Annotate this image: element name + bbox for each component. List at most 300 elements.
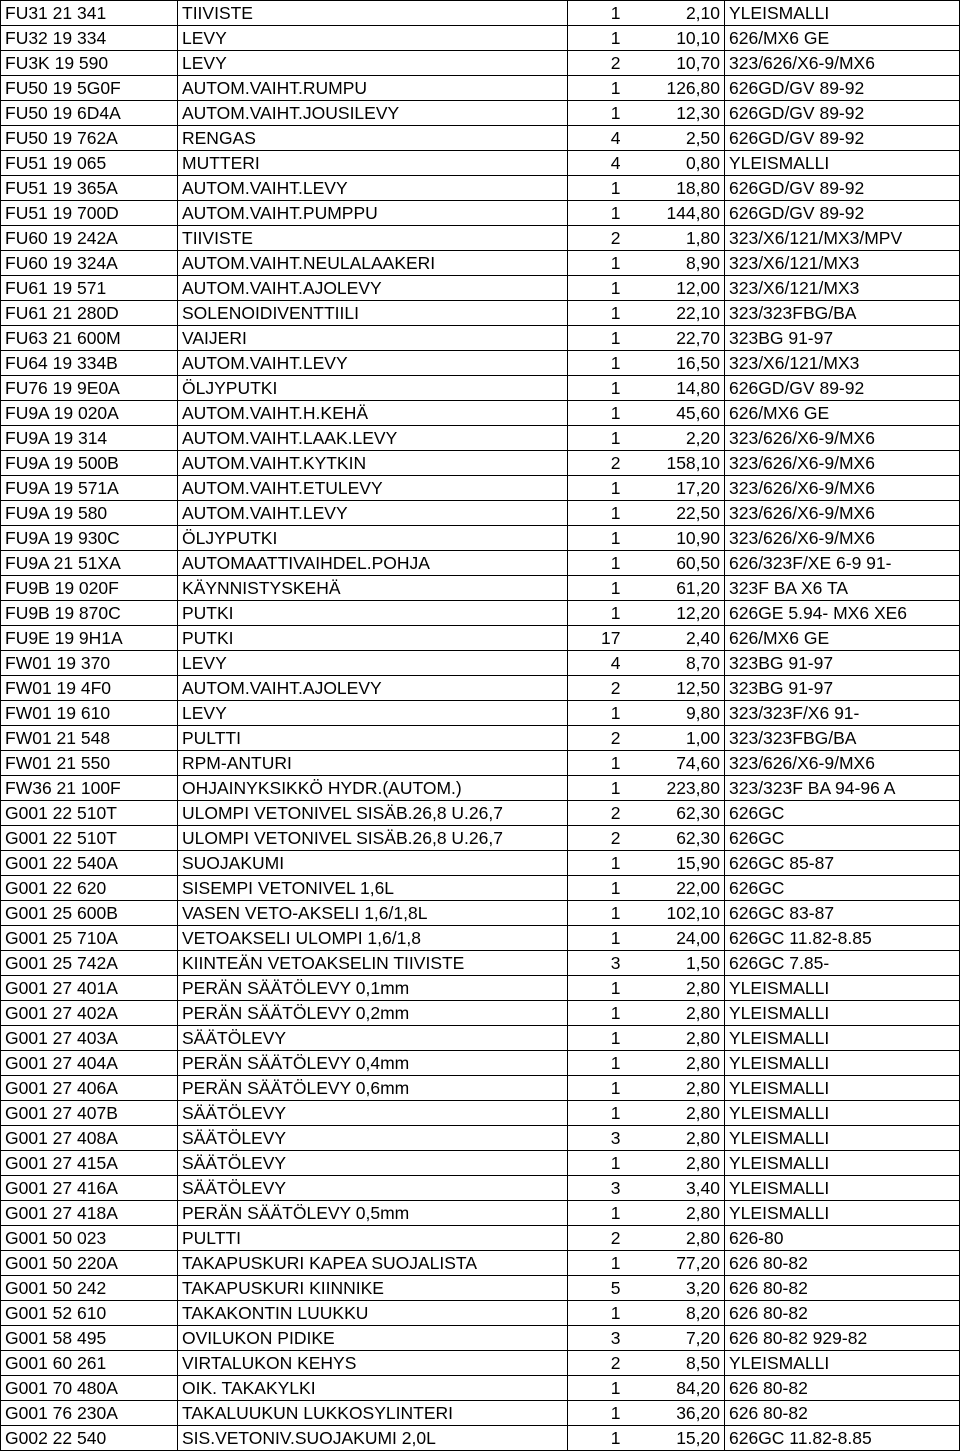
quantity-cell: 1	[568, 926, 627, 951]
part-number-cell: FU51 19 700D	[1, 201, 178, 226]
model-cell: 626 80-82	[725, 1401, 960, 1426]
description-cell: RENGAS	[178, 126, 568, 151]
price-cell: 8,20	[627, 1301, 725, 1326]
price-cell: 223,80	[627, 776, 725, 801]
model-cell: 626GC	[725, 876, 960, 901]
parts-table-body	[1, 1, 960, 1451]
price-cell: 2,80	[627, 1151, 725, 1176]
table-row	[1, 426, 960, 451]
description-cell: SÄÄTÖLEVY	[178, 1026, 568, 1051]
price-cell: 2,80	[627, 976, 725, 1001]
description-cell: ÖLJYPUTKI	[178, 376, 568, 401]
price-cell: 12,20	[627, 601, 725, 626]
model-cell: 323/323F/X6 91-	[725, 701, 960, 726]
model-cell: 626GD/GV 89-92	[725, 101, 960, 126]
price-cell: 18,80	[627, 176, 725, 201]
part-number-cell: G001 22 620	[1, 876, 178, 901]
description-cell: KÄYNNISTYSKEHÄ	[178, 576, 568, 601]
quantity-cell: 1	[568, 351, 627, 376]
description-cell: PUTKI	[178, 626, 568, 651]
quantity-cell: 1	[568, 276, 627, 301]
part-number-cell: G001 27 406A	[1, 1076, 178, 1101]
quantity-cell: 1	[568, 1076, 627, 1101]
part-number-cell: FU9B 19 870C	[1, 601, 178, 626]
model-cell: 626GC 83-87	[725, 901, 960, 926]
table-row	[1, 576, 960, 601]
part-number-cell: G001 27 418A	[1, 1201, 178, 1226]
table-row	[1, 1376, 960, 1401]
part-number-cell: G001 27 403A	[1, 1026, 178, 1051]
table-row	[1, 1126, 960, 1151]
model-cell: 626GE 5.94- MX6 XE6	[725, 601, 960, 626]
description-cell: AUTOM.VAIHT.RUMPU	[178, 76, 568, 101]
price-cell: 144,80	[627, 201, 725, 226]
table-row	[1, 351, 960, 376]
table-row	[1, 751, 960, 776]
model-cell: 626/323F/XE 6-9 91-	[725, 551, 960, 576]
model-cell: 323/626/X6-9/MX6	[725, 476, 960, 501]
quantity-cell: 1	[568, 26, 627, 51]
table-row	[1, 376, 960, 401]
description-cell: AUTOM.VAIHT.ETULEVY	[178, 476, 568, 501]
part-number-cell: FU9B 19 020F	[1, 576, 178, 601]
model-cell: 626GC 85-87	[725, 851, 960, 876]
quantity-cell: 2	[568, 826, 627, 851]
price-cell: 3,20	[627, 1276, 725, 1301]
table-row	[1, 76, 960, 101]
description-cell: PULTTI	[178, 726, 568, 751]
part-number-cell: FU61 19 571	[1, 276, 178, 301]
quantity-cell: 1	[568, 976, 627, 1001]
price-cell: 12,50	[627, 676, 725, 701]
description-cell: ULOMPI VETONIVEL SISÄB.26,8 U.26,7	[178, 801, 568, 826]
price-cell: 7,20	[627, 1326, 725, 1351]
description-cell: SÄÄTÖLEVY	[178, 1101, 568, 1126]
model-cell: 323/626/X6-9/MX6	[725, 501, 960, 526]
model-cell: YLEISMALLI	[725, 1076, 960, 1101]
part-number-cell: FU60 19 242A	[1, 226, 178, 251]
quantity-cell: 1	[568, 301, 627, 326]
part-number-cell: FU9A 19 580	[1, 501, 178, 526]
table-row	[1, 201, 960, 226]
part-number-cell: G002 22 540	[1, 1426, 178, 1451]
table-row	[1, 826, 960, 851]
model-cell: 626/MX6 GE	[725, 626, 960, 651]
model-cell: 323/626/X6-9/MX6	[725, 426, 960, 451]
part-number-cell: FW36 21 100F	[1, 776, 178, 801]
quantity-cell: 3	[568, 1126, 627, 1151]
model-cell: 626GC 11.82-8.85	[725, 1426, 960, 1451]
quantity-cell: 1	[568, 1376, 627, 1401]
table-row	[1, 1101, 960, 1126]
part-number-cell: FU64 19 334B	[1, 351, 178, 376]
price-cell: 1,80	[627, 226, 725, 251]
model-cell: 323/X6/121/MX3	[725, 351, 960, 376]
description-cell: PERÄN SÄÄTÖLEVY 0,1mm	[178, 976, 568, 1001]
model-cell: 626 80-82 929-82	[725, 1326, 960, 1351]
price-cell: 22,00	[627, 876, 725, 901]
description-cell: SOLENOIDIVENTTIILI	[178, 301, 568, 326]
model-cell: 323BG 91-97	[725, 326, 960, 351]
quantity-cell: 1	[568, 476, 627, 501]
model-cell: 626 80-82	[725, 1276, 960, 1301]
part-number-cell: G001 27 402A	[1, 1001, 178, 1026]
model-cell: YLEISMALLI	[725, 1, 960, 26]
quantity-cell: 4	[568, 126, 627, 151]
part-number-cell: G001 22 510T	[1, 826, 178, 851]
description-cell: ÖLJYPUTKI	[178, 526, 568, 551]
description-cell: SÄÄTÖLEVY	[178, 1151, 568, 1176]
part-number-cell: FU50 19 762A	[1, 126, 178, 151]
model-cell: 626/MX6 GE	[725, 26, 960, 51]
quantity-cell: 2	[568, 1351, 627, 1376]
table-row	[1, 276, 960, 301]
part-number-cell: G001 50 023	[1, 1226, 178, 1251]
table-row	[1, 1, 960, 26]
description-cell: TIIVISTE	[178, 226, 568, 251]
quantity-cell: 2	[568, 676, 627, 701]
description-cell: TAKAPUSKURI KIINNIKE	[178, 1276, 568, 1301]
quantity-cell: 2	[568, 726, 627, 751]
description-cell: AUTOMAATTIVAIHDEL.POHJA	[178, 551, 568, 576]
part-number-cell: FU9A 19 020A	[1, 401, 178, 426]
table-row	[1, 901, 960, 926]
price-cell: 36,20	[627, 1401, 725, 1426]
table-row	[1, 326, 960, 351]
model-cell: 323/626/X6-9/MX6	[725, 526, 960, 551]
price-cell: 45,60	[627, 401, 725, 426]
price-cell: 2,80	[627, 1076, 725, 1101]
table-row	[1, 226, 960, 251]
model-cell: YLEISMALLI	[725, 1026, 960, 1051]
price-cell: 9,80	[627, 701, 725, 726]
table-row	[1, 1226, 960, 1251]
description-cell: LEVY	[178, 701, 568, 726]
quantity-cell: 3	[568, 1326, 627, 1351]
table-row	[1, 1001, 960, 1026]
description-cell: TAKALUUKUN LUKKOSYLINTERI	[178, 1401, 568, 1426]
part-number-cell: FU9A 19 500B	[1, 451, 178, 476]
table-row	[1, 951, 960, 976]
description-cell: PERÄN SÄÄTÖLEVY 0,2mm	[178, 1001, 568, 1026]
description-cell: AUTOM.VAIHT.H.KEHÄ	[178, 401, 568, 426]
table-row	[1, 1326, 960, 1351]
quantity-cell: 2	[568, 451, 627, 476]
quantity-cell: 17	[568, 626, 627, 651]
part-number-cell: FU32 19 334	[1, 26, 178, 51]
price-cell: 12,30	[627, 101, 725, 126]
description-cell: OHJAINYKSIKKÖ HYDR.(AUTOM.)	[178, 776, 568, 801]
model-cell: 626GD/GV 89-92	[725, 126, 960, 151]
part-number-cell: G001 50 242	[1, 1276, 178, 1301]
part-number-cell: FU61 21 280D	[1, 301, 178, 326]
quantity-cell: 1	[568, 1201, 627, 1226]
price-cell: 10,90	[627, 526, 725, 551]
table-row	[1, 726, 960, 751]
quantity-cell: 1	[568, 251, 627, 276]
part-number-cell: FU63 21 600M	[1, 326, 178, 351]
table-row	[1, 976, 960, 1001]
price-cell: 14,80	[627, 376, 725, 401]
table-row	[1, 1276, 960, 1301]
price-cell: 74,60	[627, 751, 725, 776]
description-cell: PUTKI	[178, 601, 568, 626]
model-cell: 323/X6/121/MX3	[725, 276, 960, 301]
description-cell: AUTOM.VAIHT.LEVY	[178, 501, 568, 526]
part-number-cell: FU9A 19 314	[1, 426, 178, 451]
model-cell: 323/X6/121/MX3	[725, 251, 960, 276]
table-row	[1, 1426, 960, 1451]
quantity-cell: 1	[568, 1051, 627, 1076]
price-cell: 22,10	[627, 301, 725, 326]
quantity-cell: 1	[568, 1426, 627, 1451]
description-cell: SÄÄTÖLEVY	[178, 1126, 568, 1151]
model-cell: 626GC	[725, 826, 960, 851]
table-row	[1, 251, 960, 276]
model-cell: 626GC	[725, 801, 960, 826]
part-number-cell: G001 60 261	[1, 1351, 178, 1376]
model-cell: 626GD/GV 89-92	[725, 76, 960, 101]
price-cell: 158,10	[627, 451, 725, 476]
description-cell: SÄÄTÖLEVY	[178, 1176, 568, 1201]
quantity-cell: 1	[568, 1, 627, 26]
description-cell: AUTOM.VAIHT.LEVY	[178, 351, 568, 376]
quantity-cell: 1	[568, 601, 627, 626]
table-row	[1, 476, 960, 501]
quantity-cell: 2	[568, 1226, 627, 1251]
description-cell: TAKAPUSKURI KAPEA SUOJALISTA	[178, 1251, 568, 1276]
table-row	[1, 301, 960, 326]
model-cell: 626 80-82	[725, 1251, 960, 1276]
quantity-cell: 4	[568, 651, 627, 676]
part-number-cell: G001 25 742A	[1, 951, 178, 976]
description-cell: AUTOM.VAIHT.NEULALAAKERI	[178, 251, 568, 276]
table-row	[1, 801, 960, 826]
model-cell: 323/323FBG/BA	[725, 726, 960, 751]
part-number-cell: G001 27 415A	[1, 1151, 178, 1176]
description-cell: SIS.VETONIV.SUOJAKUMI 2,0L	[178, 1426, 568, 1451]
table-row	[1, 451, 960, 476]
model-cell: YLEISMALLI	[725, 1351, 960, 1376]
part-number-cell: FU9A 19 571A	[1, 476, 178, 501]
price-cell: 2,80	[627, 1001, 725, 1026]
model-cell: YLEISMALLI	[725, 1001, 960, 1026]
model-cell: 323/626/X6-9/MX6	[725, 751, 960, 776]
price-cell: 12,00	[627, 276, 725, 301]
price-cell: 1,50	[627, 951, 725, 976]
quantity-cell: 1	[568, 401, 627, 426]
price-cell: 17,20	[627, 476, 725, 501]
price-cell: 2,10	[627, 1, 725, 26]
quantity-cell: 3	[568, 951, 627, 976]
part-number-cell: G001 58 495	[1, 1326, 178, 1351]
price-cell: 61,20	[627, 576, 725, 601]
price-cell: 126,80	[627, 76, 725, 101]
quantity-cell: 1	[568, 851, 627, 876]
part-number-cell: FU76 19 9E0A	[1, 376, 178, 401]
part-number-cell: FU3K 19 590	[1, 51, 178, 76]
table-row	[1, 1176, 960, 1201]
model-cell: 323BG 91-97	[725, 651, 960, 676]
description-cell: KIINTEÄN VETOAKSELIN TIIVISTE	[178, 951, 568, 976]
quantity-cell: 1	[568, 1401, 627, 1426]
price-cell: 22,70	[627, 326, 725, 351]
model-cell: 626GD/GV 89-92	[725, 176, 960, 201]
description-cell: TIIVISTE	[178, 1, 568, 26]
part-number-cell: G001 25 710A	[1, 926, 178, 951]
quantity-cell: 1	[568, 501, 627, 526]
price-cell: 24,00	[627, 926, 725, 951]
description-cell: RPM-ANTURI	[178, 751, 568, 776]
part-number-cell: G001 27 401A	[1, 976, 178, 1001]
table-row	[1, 701, 960, 726]
part-number-cell: G001 25 600B	[1, 901, 178, 926]
price-cell: 15,20	[627, 1426, 725, 1451]
part-number-cell: G001 27 408A	[1, 1126, 178, 1151]
table-row	[1, 1201, 960, 1226]
description-cell: AUTOM.VAIHT.LAAK.LEVY	[178, 426, 568, 451]
quantity-cell: 1	[568, 751, 627, 776]
description-cell: AUTOM.VAIHT.AJOLEVY	[178, 276, 568, 301]
model-cell: 323/626/X6-9/MX6	[725, 451, 960, 476]
table-row	[1, 926, 960, 951]
quantity-cell: 2	[568, 801, 627, 826]
quantity-cell: 1	[568, 76, 627, 101]
model-cell: 323F BA X6 TA	[725, 576, 960, 601]
price-cell: 2,80	[627, 1051, 725, 1076]
price-cell: 84,20	[627, 1376, 725, 1401]
table-row	[1, 1026, 960, 1051]
price-cell: 1,00	[627, 726, 725, 751]
price-cell: 77,20	[627, 1251, 725, 1276]
price-cell: 2,20	[627, 426, 725, 451]
model-cell: 626GC 11.82-8.85	[725, 926, 960, 951]
model-cell: 626/MX6 GE	[725, 401, 960, 426]
price-cell: 15,90	[627, 851, 725, 876]
table-row	[1, 26, 960, 51]
table-row	[1, 401, 960, 426]
table-row	[1, 551, 960, 576]
description-cell: AUTOM.VAIHT.PUMPPU	[178, 201, 568, 226]
quantity-cell: 1	[568, 876, 627, 901]
part-number-cell: FU51 19 065	[1, 151, 178, 176]
part-number-cell: G001 76 230A	[1, 1401, 178, 1426]
quantity-cell: 1	[568, 1001, 627, 1026]
price-cell: 22,50	[627, 501, 725, 526]
quantity-cell: 1	[568, 1251, 627, 1276]
quantity-cell: 5	[568, 1276, 627, 1301]
quantity-cell: 1	[568, 326, 627, 351]
description-cell: PERÄN SÄÄTÖLEVY 0,5mm	[178, 1201, 568, 1226]
part-number-cell: FU50 19 5G0F	[1, 76, 178, 101]
part-number-cell: G001 27 404A	[1, 1051, 178, 1076]
quantity-cell: 2	[568, 51, 627, 76]
part-number-cell: G001 27 407B	[1, 1101, 178, 1126]
table-row	[1, 776, 960, 801]
model-cell: 626 80-82	[725, 1376, 960, 1401]
part-number-cell: G001 50 220A	[1, 1251, 178, 1276]
part-number-cell: FU51 19 365A	[1, 176, 178, 201]
part-number-cell: FU60 19 324A	[1, 251, 178, 276]
model-cell: 626 80-82	[725, 1301, 960, 1326]
description-cell: AUTOM.VAIHT.AJOLEVY	[178, 676, 568, 701]
table-row	[1, 1151, 960, 1176]
part-number-cell: FU9A 21 51XA	[1, 551, 178, 576]
price-cell: 2,50	[627, 126, 725, 151]
price-cell: 3,40	[627, 1176, 725, 1201]
model-cell: YLEISMALLI	[725, 1126, 960, 1151]
table-row	[1, 1051, 960, 1076]
table-row	[1, 176, 960, 201]
quantity-cell: 1	[568, 176, 627, 201]
model-cell: YLEISMALLI	[725, 1151, 960, 1176]
price-cell: 0,80	[627, 151, 725, 176]
table-row	[1, 51, 960, 76]
table-row	[1, 626, 960, 651]
description-cell: MUTTERI	[178, 151, 568, 176]
quantity-cell: 2	[568, 226, 627, 251]
part-number-cell: FW01 19 610	[1, 701, 178, 726]
table-row	[1, 1351, 960, 1376]
table-row	[1, 676, 960, 701]
price-cell: 2,80	[627, 1201, 725, 1226]
price-cell: 8,50	[627, 1351, 725, 1376]
part-number-cell: G001 27 416A	[1, 1176, 178, 1201]
price-cell: 2,80	[627, 1101, 725, 1126]
table-row	[1, 601, 960, 626]
model-cell: 323/323FBG/BA	[725, 301, 960, 326]
part-number-cell: FU31 21 341	[1, 1, 178, 26]
description-cell: SUOJAKUMI	[178, 851, 568, 876]
quantity-cell: 1	[568, 526, 627, 551]
quantity-cell: 1	[568, 201, 627, 226]
price-cell: 102,10	[627, 901, 725, 926]
part-number-cell: G001 22 540A	[1, 851, 178, 876]
quantity-cell: 1	[568, 1026, 627, 1051]
description-cell: PERÄN SÄÄTÖLEVY 0,4mm	[178, 1051, 568, 1076]
model-cell: 323/323F BA 94-96 A	[725, 776, 960, 801]
description-cell: VETOAKSELI ULOMPI 1,6/1,8	[178, 926, 568, 951]
price-cell: 2,40	[627, 626, 725, 651]
quantity-cell: 1	[568, 1151, 627, 1176]
description-cell: LEVY	[178, 651, 568, 676]
part-number-cell: FW01 21 550	[1, 751, 178, 776]
quantity-cell: 1	[568, 901, 627, 926]
part-number-cell: G001 22 510T	[1, 801, 178, 826]
quantity-cell: 1	[568, 551, 627, 576]
price-cell: 8,70	[627, 651, 725, 676]
description-cell: OIK. TAKAKYLKI	[178, 1376, 568, 1401]
table-row	[1, 651, 960, 676]
table-row	[1, 126, 960, 151]
table-row	[1, 1301, 960, 1326]
table-row	[1, 101, 960, 126]
quantity-cell: 1	[568, 376, 627, 401]
part-number-cell: FW01 19 370	[1, 651, 178, 676]
description-cell: PULTTI	[178, 1226, 568, 1251]
table-row	[1, 1251, 960, 1276]
price-cell: 62,30	[627, 801, 725, 826]
description-cell: VIRTALUKON KEHYS	[178, 1351, 568, 1376]
part-number-cell: FW01 21 548	[1, 726, 178, 751]
table-row	[1, 151, 960, 176]
model-cell: YLEISMALLI	[725, 1051, 960, 1076]
description-cell: SISEMPI VETONIVEL 1,6L	[178, 876, 568, 901]
description-cell: VASEN VETO-AKSELI 1,6/1,8L	[178, 901, 568, 926]
price-cell: 2,80	[627, 1226, 725, 1251]
quantity-cell: 4	[568, 151, 627, 176]
quantity-cell: 1	[568, 576, 627, 601]
